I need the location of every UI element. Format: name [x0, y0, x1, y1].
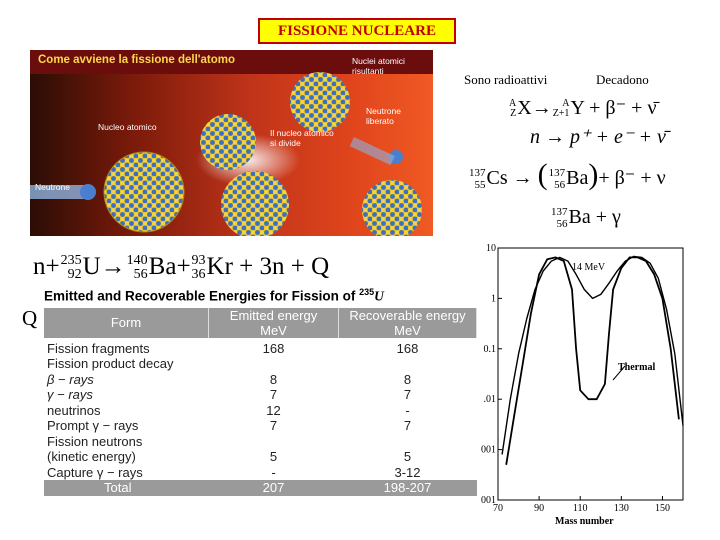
neutron-decay-formula: n → p⁺ + e⁻ + ν̄ — [530, 126, 666, 148]
plot-frame — [498, 248, 683, 500]
table-row: (kinetic energy) 5 5 — [47, 449, 412, 464]
table-row: Fission product decay — [47, 356, 174, 371]
heading-decay: Decadono — [596, 72, 649, 87]
col-form: Form — [44, 308, 209, 338]
y-tick-label: 001 — [481, 495, 496, 506]
table-row: Fission fragments 168 168 — [47, 340, 419, 356]
heading-radioactive: Sono radioattivi — [464, 72, 548, 87]
col-emitted: Emitted energy MeV — [209, 308, 339, 338]
x-tick-label: 70 — [493, 503, 503, 514]
table-row: γ − rays 7 7 — [47, 387, 412, 402]
table-total-row: Total 207 198-207 — [44, 480, 477, 496]
fission-yield-chart — [475, 240, 690, 535]
label-freed-neutron: Neutrone liberato — [366, 106, 401, 126]
table-row: Capture γ − rays - 3-12 — [47, 464, 421, 480]
x-tick-label: 150 — [654, 503, 670, 514]
neutron-ball — [80, 184, 96, 200]
annotation-14mev: 14 MeV — [572, 262, 606, 273]
table-row: Fission neutrons — [47, 433, 143, 449]
y-tick-label: 1 — [491, 293, 496, 305]
col-recoverable: Recoverable energy MeV — [339, 308, 477, 338]
table-row: neutrinos 12 - — [47, 402, 410, 418]
y-tick-label: 0.1 — [483, 343, 496, 355]
annotation-thermal: Thermal — [618, 362, 656, 373]
table-row: β − rays 8 8 — [47, 371, 412, 387]
ba-gamma-formula: 137 56 Ba + γ — [551, 206, 621, 231]
label-neutron: Neutrone — [35, 182, 70, 192]
x-tick-label: 110 — [572, 503, 588, 514]
q-label: Q — [22, 306, 38, 330]
energy-table — [44, 287, 477, 496]
table-row: Prompt γ − rays 7 7 — [47, 418, 412, 433]
label-divides: Il nucleo atomico si divide — [270, 128, 334, 148]
x-tick-label: 130 — [613, 503, 629, 514]
cs-decay-formula: 137 55 Cs → ( 137 56 Ba)+ β⁻ + ν — [469, 158, 666, 192]
fission-illustration — [30, 50, 433, 236]
label-nucleus: Nucleo atomico — [98, 122, 157, 132]
y-tick-label: 001 — [481, 444, 496, 456]
y-tick-label: .01 — [483, 394, 496, 406]
x-tick-label: 90 — [534, 503, 545, 514]
label-fragments: Nuclei atomici risultanti — [352, 56, 405, 76]
page-title: FISSIONE NUCLEARE — [258, 18, 456, 44]
beta-decay-formula: A Z X→ A Z+1 Y + β⁻ + ν̄ — [509, 97, 657, 120]
illustration-title: Come avviene la fissione dell'atomo — [38, 54, 236, 66]
energy-table-title: Emitted and Recoverable Energies for Fission of $^{235}$U — [44, 287, 384, 304]
fission-drawing — [30, 50, 433, 236]
y-tick-label: 10 — [486, 243, 496, 254]
fission-equation: n+ 235 92 U→ 140 56 Ba+ 93 36 Kr + 3n + Q — [33, 253, 330, 283]
x-axis-label: Mass number — [555, 516, 614, 527]
nucleus-ball — [104, 152, 184, 232]
